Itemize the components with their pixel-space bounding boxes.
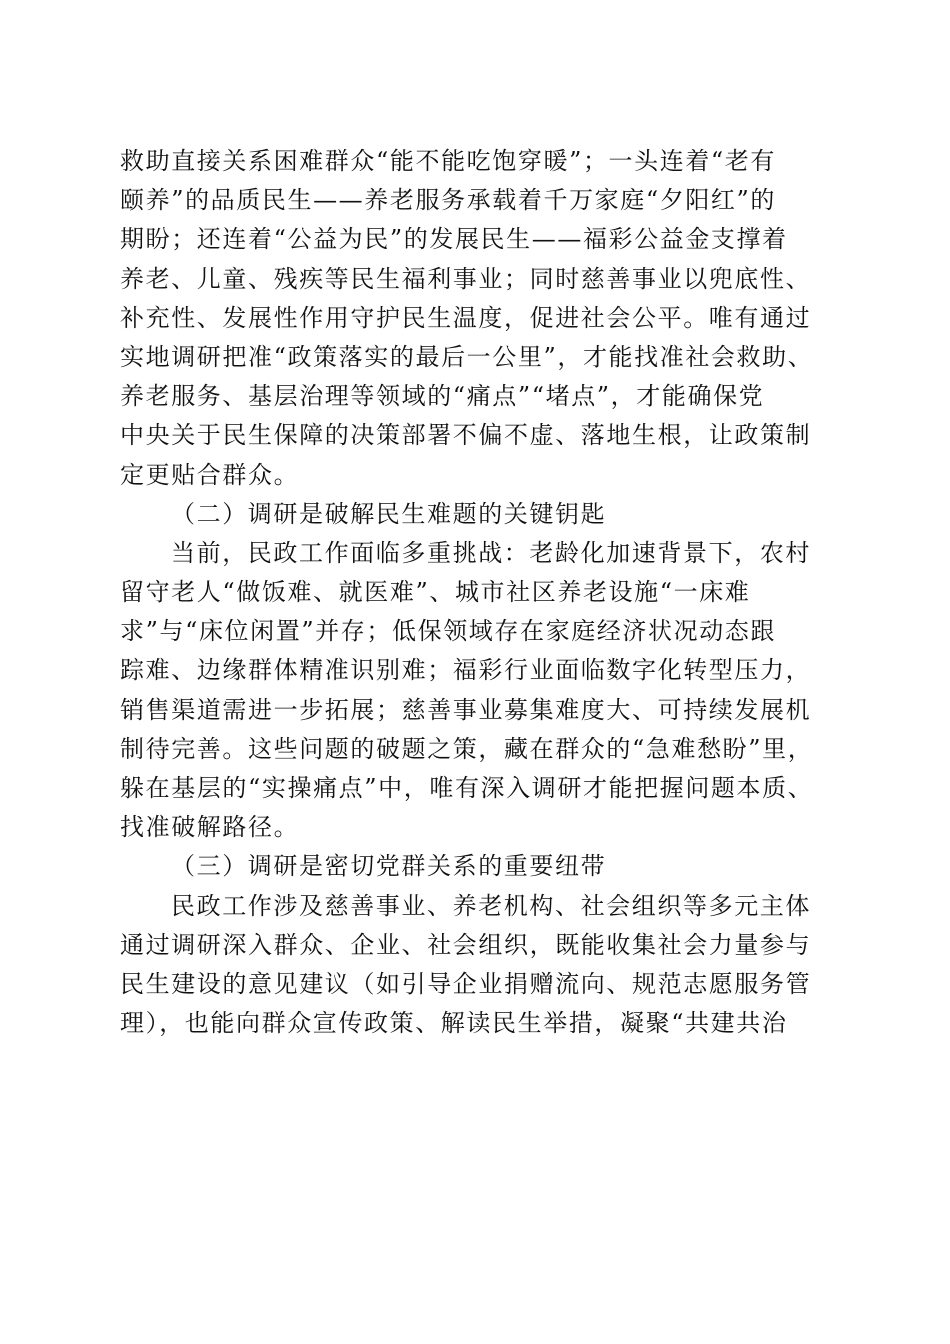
- body-line: 期盼；还连着“公益为民”的发展民生——福彩公益金支撑着: [120, 225, 788, 254]
- body-line: 养老服务、基层治理等领域的“痛点”“堵点”，才能确保党: [120, 382, 765, 411]
- body-line: 补充性、发展性作用守护民生温度，促进社会公平。唯有通过: [120, 303, 812, 332]
- body-line: 救助直接关系困难群众“能不能吃饱穿暖”；一头连着“老有: [120, 147, 777, 175]
- body-line: 销售渠道需进一步拓展；慈善事业募集难度大、可持续发展机: [120, 695, 812, 724]
- section-heading-3: （三）调研是密切党群关系的重要纽带: [171, 852, 607, 881]
- document-body: [120, 142, 855, 1043]
- body-line: 求”与“床位闲置”并存；低保领域存在家庭经济状况动态跟: [120, 617, 777, 646]
- body-line: 制待完善。这些问题的破题之策，藏在群众的“急难愁盼”里，: [120, 734, 814, 763]
- body-line: 中央关于民生保障的决策部署不偏不虚、落地生根，让政策制: [120, 421, 812, 450]
- paragraph-start: 民政工作涉及慈善事业、养老机构、社会组织等多元主体: [171, 891, 811, 920]
- body-line: 定更贴合群众。: [120, 460, 300, 489]
- section-heading-2: （二）调研是破解民生难题的关键钥匙: [171, 499, 607, 528]
- body-line: 找准破解路径。: [120, 813, 300, 842]
- body-line: 留守老人“做饭难、就医难”、城市社区养老设施“一床难: [120, 578, 751, 607]
- body-line: 实地调研把准“政策落实的最后一公里”，才能找准社会救助、: [120, 342, 814, 371]
- body-line: 颐养”的品质民生——养老服务承载着千万家庭“夕阳红”的: [120, 186, 777, 215]
- body-line: 理），也能向群众宣传政策、解读民生举措，凝聚“共建共治: [120, 1009, 788, 1038]
- body-line: 民生建设的意见建议（如引导企业捐赠流向、规范志愿服务管: [120, 969, 812, 998]
- body-line: 躲在基层的“实操痛点”中，唯有深入调研才能把握问题本质、: [120, 774, 814, 802]
- body-line: 通过调研深入群众、企业、社会组织，既能收集社会力量参与: [120, 930, 812, 959]
- body-line: 养老、儿童、残疾等民生福利事业；同时慈善事业以兜底性、: [120, 264, 812, 293]
- paragraph-start: 当前，民政工作面临多重挑战：老龄化加速背景下，农村: [171, 538, 811, 567]
- body-line: 踪难、边缘群体精准识别难；福彩行业面临数字化转型压力，: [120, 656, 812, 685]
